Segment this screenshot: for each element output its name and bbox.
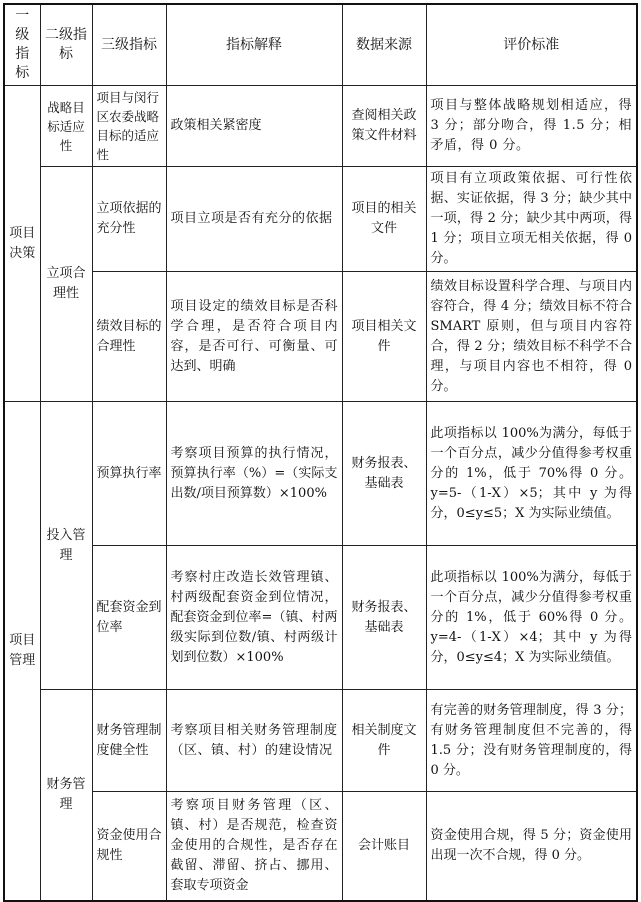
- level1-cell-management: 项目管理: [4, 402, 40, 901]
- standard-cell: 此项指标以 100%为满分，每低于一个百分点，减少分值得参考权重分的 1%，低于 70%得 0 分。y=5-（1-X）×5；其中 y 为得分，0≤y≤5；X 为实际业绩值。: [426, 402, 637, 546]
- explain-cell: 政策相关紧密度: [166, 86, 342, 167]
- header-explain: 指标解释: [166, 4, 342, 86]
- table-row: [4, 546, 637, 690]
- header-standard: 评价标准: [426, 4, 637, 86]
- level3-cell: 资金使用合规性: [92, 792, 166, 901]
- source-cell: 会计账目: [342, 792, 426, 901]
- source-cell: 项目的相关文件: [342, 167, 426, 272]
- standard-cell: 绩效目标设置科学合理、与项目内容符合，得 4 分；绩效目标不符合 SMART 原则，但与项目内容符合，得 2 分；绩效目标不科学不合理，与项目内容也不相符，得 0 分。: [426, 272, 637, 402]
- source-cell: 查阅相关政策文件材料: [342, 86, 426, 167]
- level3-cell: 财务管理制度健全性: [92, 690, 166, 792]
- level3-cell: 配套资金到位率: [92, 546, 166, 690]
- standard-cell: 项目有立项政策依据、可行性依据、实证依据，得 3 分；缺少其中一项，得 2 分；缺少其中两项，得 1 分；项目立项无相关依据，得 0 分。: [426, 167, 637, 272]
- level2-cell-finance: 财务管理: [40, 690, 92, 901]
- header-level2: 二级指标: [40, 4, 92, 86]
- explain-cell: 考察项目预算的执行情况，预算执行率（%）=（实际支出数/项目预算数）×100%: [166, 402, 342, 546]
- standard-cell: 项目与整体战略规划相适应，得 3 分；部分吻合，得 1.5 分；相矛盾，得 0 分。: [426, 86, 637, 167]
- table-row: [4, 792, 637, 901]
- level2-cell-input: 投入管理: [40, 402, 92, 690]
- level2-cell-approval: 立项合理性: [40, 167, 92, 402]
- standard-cell: 有完善的财务管理制度，得 3 分；有财务管理制度但不完善的，得 1.5 分；没有财务管理制度的，得 0 分。: [426, 690, 637, 792]
- explain-cell: 考察项目财务管理（区、镇、村）是否规范，检查资金使用的合规性，是否存在截留、滞留、挤占、挪用、套取专项资金: [166, 792, 342, 901]
- header-level3: 三级指标: [92, 4, 166, 86]
- table-row: [4, 690, 637, 792]
- level3-cell: 绩效目标的合理性: [92, 272, 166, 402]
- level1-cell-decision: 项目决策: [4, 86, 40, 402]
- level2-cell-strategy: 战略目标适应性: [40, 86, 92, 167]
- evaluation-index-table: [3, 3, 638, 902]
- level3-cell: 立项依据的充分性: [92, 167, 166, 272]
- table-row: [4, 86, 637, 167]
- table-row: [4, 272, 637, 402]
- source-cell: 财务报表、基础表: [342, 546, 426, 690]
- explain-cell: 考察村庄改造长效管理镇、村两级配套资金到位情况，配套资金到位率=（镇、村两级实际到位数/镇、村两级计划到位数）×100%: [166, 546, 342, 690]
- level3-cell: 项目与闵行区农委战略目标的适应性: [92, 86, 166, 167]
- header-row: [4, 4, 637, 86]
- explain-cell: 项目立项是否有充分的依据: [166, 167, 342, 272]
- source-cell: 财务报表、基础表: [342, 402, 426, 546]
- source-cell: 相关制度文件: [342, 690, 426, 792]
- level3-cell: 预算执行率: [92, 402, 166, 546]
- explain-cell: 考察项目相关财务管理制度（区、镇、村）的建设情况: [166, 690, 342, 792]
- standard-cell: 此项指标以 100%为满分，每低于一个百分点，减少分值得参考权重分的 1%，低于 60%得 0 分。y=4-（1-X）×4；其中 y 为得分，0≤y≤4；X 为实际业绩值。: [426, 546, 637, 690]
- standard-cell: 资金使用合规，得 5 分；资金使用出现一次不合规，得 0 分。: [426, 792, 637, 901]
- table-row: [4, 167, 637, 272]
- header-source: 数据来源: [342, 4, 426, 86]
- header-level1: 一级指标: [4, 4, 40, 86]
- table-row: [4, 402, 637, 546]
- source-cell: 项目相关文件: [342, 272, 426, 402]
- explain-cell: 项目设定的绩效目标是否科学合理，是否符合项目内容，是否可行、可衡量、可达到、明确: [166, 272, 342, 402]
